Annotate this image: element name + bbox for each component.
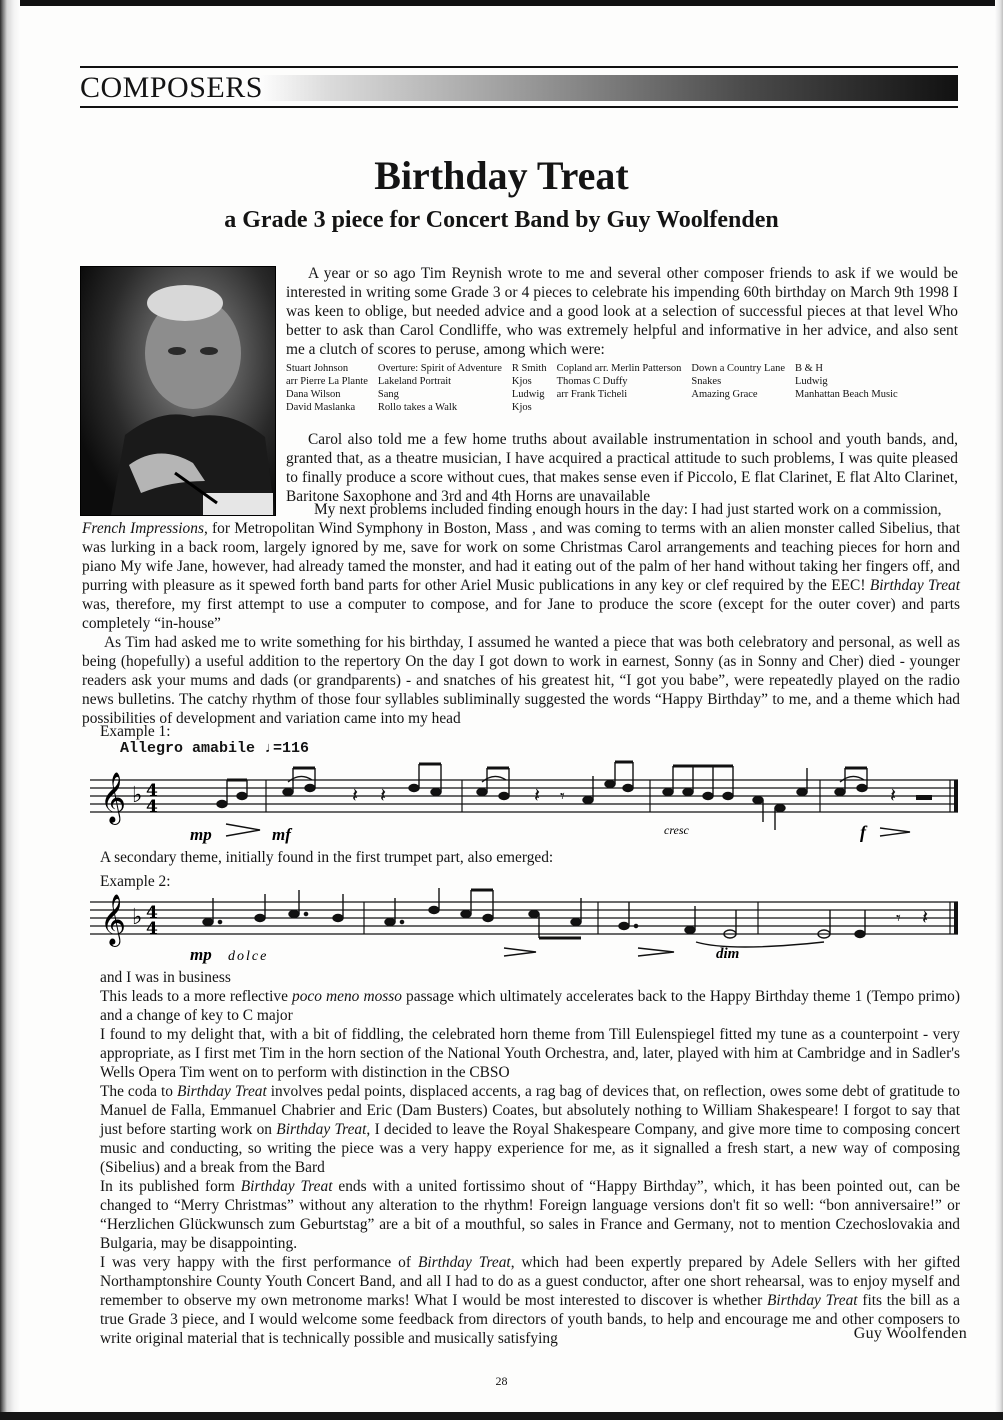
quarter-rest-icon: 𝄽: [890, 783, 897, 807]
example-2-label: Example 2:: [100, 873, 171, 890]
table-cell: Ludwig: [511, 389, 545, 400]
header-rule: [80, 106, 958, 108]
treble-clef-icon: 𝄞: [100, 772, 127, 823]
diminuendo-hairpin: [880, 828, 910, 836]
section-header: [80, 66, 958, 116]
table-cell: Overture: Spirit of Adventure: [377, 363, 502, 374]
flat-icon: ♭: [132, 783, 143, 808]
table-cell: Manhattan Beach Music: [795, 389, 898, 400]
carol-text: Carol also told me a few home truths about available instrumentation in school and youth bands, and, granted that, as a theatre musician, I have acquired a practical attitude to such problems, I was quite pleased to finally produce a score without cues, that makes sense even if Piccolo, E flat Clarinet, E flat Alto Clarinet, Baritone Saxophone and 3rd and 4th Horns are unavailable: [286, 431, 958, 505]
paragraph-5: I found to my delight that, with a bit of fiddling, the celebrated horn theme from Till Eulenspiegel fitted my tune as a counterpoint - very appropriate, as I first met Tim in the horn section of the National Youth Orchestra, and, later, played with him at Cambridge and in Sadler's Wells Opera Tim went on to perform with distinction in the CBSO: [100, 1026, 960, 1081]
paragraph-text: , for Metropolitan Wind Symphony in Boston, Mass , and was coming to terms with an alien monster called Sibelius, that was lurking in a back room, largely ignored by me, save for work on some Christmas Carol arrangements and teaching pieces for horn and piano My wife Jane, however, had already tamed the monster, and had it eating out of the palm of her hand without taking her fingers off, and purring with pleasure as it spewed forth band parts for other Ariel Music publications in any key or clef required by the EEC!: [82, 520, 960, 594]
scan-edge-top: [0, 0, 1003, 6]
paragraph-6: [100, 1082, 960, 1177]
table-cell: Kjos: [511, 402, 532, 413]
paragraph-text: , I decided to leave the Royal Shakespeare Company, and give more time to composing concert music and conducting, so writing the piece was a very happy experience for me, as it signalled a fresh start, a new way of composing (Sibelius) and a break from the Bard: [100, 1121, 961, 1176]
paragraph-text: ends with a united fortissimo shout of “Happy Birthday”, which, it has been pointed out, can be changed to “Merry Christmas” without any alteration to the rhythm! Foreign language versions don't fit so well: “bon anniversaire!” or “Herzlichen Glückwunsch zum Geburtstag” are a bit of a mouthful, so sales in France and Germany, not to mention Czechoslovakia and Bulgaria, may be disappointing.: [100, 1178, 960, 1252]
table-row: [286, 362, 908, 375]
paragraph-3: As Tim had asked me to write something for his birthday, I assumed he wanted a piece that was both celebratory and personal, as well as being (hopefully) a useful addition to the repertory On the day I got down to work in earnest, Sonny (as in Sonny and Cher) died - younger readers ask your mums and dads (or grandparents) - and snatches of his greatest hit, “I got you babe”, were repeatedly played on the radio news bulletins. The catchy rhythm of those four syllables subliminally suggested the words “Happy Birthday” to me, and a theme which had possibilities of development and variation came into my head: [82, 634, 960, 727]
carol-paragraph: [286, 430, 958, 506]
author-signature: Guy Woolfenden: [853, 1325, 967, 1342]
staff-example-2: [90, 880, 965, 968]
time-signature-bottom: 4: [146, 797, 158, 817]
paragraph-text: This leads to a more reflective: [100, 988, 293, 1005]
score-table: [286, 362, 908, 414]
diminuendo-hairpin: [638, 948, 674, 956]
page-number: 28: [495, 1374, 508, 1388]
section-title: COMPOSERS: [80, 71, 263, 104]
table-cell: [795, 401, 908, 414]
time-signature-bottom: 4: [146, 919, 158, 939]
crescendo-hairpin: [226, 824, 260, 836]
paragraph-text: , which had been expertly prepared by Adele Sellers with her gifted Northamptonshire County Youth Concert Band, and all I had to do as a guest conductor, after one short rehearsal, was to enjoy myself and remember to observe my own metronome marks! What I would be most interested to discover is whether: [100, 1254, 961, 1309]
score-list: [286, 362, 958, 414]
scan-edge-bottom: [0, 1412, 1003, 1420]
article-title: Birthday Treat: [374, 153, 629, 198]
table-row: [286, 401, 908, 414]
table-cell: B & H: [795, 363, 824, 374]
dynamic-mp: mp: [190, 945, 212, 964]
dynamic-mp: mp: [190, 825, 212, 844]
dynamic-mf: mf: [272, 825, 291, 844]
header-rule: [80, 66, 958, 68]
eighth-rest-icon: 𝄾: [560, 786, 565, 807]
header-gradient-bar: [256, 75, 958, 101]
work-title: Birthday Treat: [417, 1254, 511, 1271]
tempo-term: poco meno mosso: [292, 988, 402, 1005]
quarter-rest-icon: 𝄽: [380, 783, 387, 807]
composer-photo: [80, 266, 276, 516]
staff-example-1: [90, 752, 965, 848]
table-cell: Ludwig: [795, 376, 828, 387]
paragraph-text: In its published form: [100, 1178, 241, 1195]
treble-clef-icon: 𝄞: [100, 894, 127, 945]
dim-marking: dim: [716, 946, 740, 962]
time-signature-top: 4: [146, 781, 158, 801]
quarter-rest-icon: 𝄽: [352, 783, 359, 807]
main-column: [82, 500, 960, 728]
music-example-2: [90, 880, 965, 968]
work-title: Birthday Treat: [240, 1178, 333, 1195]
cresc-marking: cresc: [664, 823, 689, 837]
quarter-rest-icon: 𝄽: [534, 783, 541, 807]
table-cell: arr Frank Ticheli: [556, 389, 628, 400]
secondary-theme-text: A secondary theme, initially found in the first trumpet part, also emerged:: [100, 849, 554, 866]
eighth-rest-icon: 𝄾: [896, 908, 901, 929]
work-title: Birthday Treat: [276, 1121, 367, 1138]
table-cell: R Smith: [511, 363, 547, 374]
table-cell: Snakes: [691, 376, 722, 387]
paragraph-8: [100, 1253, 960, 1348]
composer-portrait-image: [81, 267, 275, 515]
paragraph-text: involves pedal points, displaced accents, a rag bag of devices that, on reflection, owes some debt of gratitude to Manuel de Falla, Emmanuel Chabrier and Eric (Dam Busters) Coates, but absolutely nothing to William Shakespeare! I forgot to say that just before starting work on: [100, 1083, 960, 1138]
crescendo-hairpin: [504, 948, 536, 956]
work-title: Birthday Treat: [176, 1083, 267, 1100]
time-signature-top: 4: [146, 903, 158, 923]
dolce-marking: dolce: [228, 949, 269, 964]
table-cell: Copland arr. Merlin Patterson: [556, 363, 682, 374]
work-title: French Impressions: [82, 520, 204, 537]
paragraph-business: and I was in business: [100, 969, 231, 986]
table-cell: [691, 401, 795, 414]
tempo-marking: Allegro amabile ♩=116: [120, 740, 310, 757]
paragraph-text: My next problems included finding enough hours in the day: I had just started work on a commission,: [314, 501, 942, 518]
paragraph-text: I was very happy with the first performance of: [100, 1254, 418, 1271]
article-subtitle: a Grade 3 piece for Concert Band by Guy Woolfenden: [224, 207, 779, 233]
paragraph-text: passage which ultimately accelerates back to the Happy Birthday theme 1 (Tempo primo) and a change of key to C major: [100, 988, 960, 1024]
table-cell: Thomas C Duffy: [556, 376, 628, 387]
table-cell: Sang: [377, 389, 399, 400]
flat-icon: ♭: [132, 905, 143, 930]
paragraph-7: [100, 1177, 960, 1253]
table-cell: Down a Country Lane: [691, 363, 786, 374]
table-cell: Lakeland Portrait: [377, 376, 452, 387]
example-1-label: Example 1:: [100, 723, 171, 740]
paragraph-text: was, therefore, my first attempt to use a computer to compose, and for Jane to produce the score (except for the outer cover) and parts completely “in-house”: [82, 596, 960, 632]
work-title: Birthday Treat: [869, 577, 960, 594]
table-cell: Kjos: [511, 376, 532, 387]
paragraph-text: fits the bill as a true Grade 3 piece, and I would welcome some feedback from directors of youth bands, to help and encourage me and other composers to write original material that is technically possible and musically satisfying: [100, 1292, 961, 1347]
table-cell: Dana Wilson: [286, 389, 341, 400]
paragraph-2: [82, 519, 960, 633]
table-row: [286, 388, 908, 401]
table-cell: Rollo takes a Walk: [377, 402, 458, 413]
paragraph-2-start: [82, 500, 960, 519]
music-example-1: [90, 752, 965, 848]
lower-column: [100, 968, 960, 1348]
table-row: [286, 375, 908, 388]
table-cell: Amazing Grace: [691, 389, 758, 400]
intro-text: A year or so ago Tim Reynish wrote to me and several other composer friends to ask if we would be interested in writing some Grade 3 or 4 pieces to celebrate his impending 60th birthday on March 9th 1998 I was keen to oblige, but needed advice and a good look at a selection of successful pieces at that level Who better to ask than Carol Condliffe, who was extremely helpful and informative in her advice, and also sent me a clutch of scores to peruse, among which were:: [286, 265, 958, 358]
quarter-rest-icon: 𝄽: [922, 905, 929, 929]
table-cell: Stuart Johnson: [286, 363, 349, 374]
paragraph-4: [100, 987, 960, 1025]
work-title: Birthday Treat: [767, 1292, 858, 1309]
table-cell: [557, 401, 692, 414]
intro-paragraph: [286, 264, 958, 359]
half-rest-icon: [916, 795, 932, 800]
table-cell: arr Pierre La Plante: [286, 376, 368, 387]
dynamic-f: f: [860, 822, 866, 842]
table-cell: David Maslanka: [286, 402, 356, 413]
paragraph-text: The coda to: [100, 1083, 177, 1100]
